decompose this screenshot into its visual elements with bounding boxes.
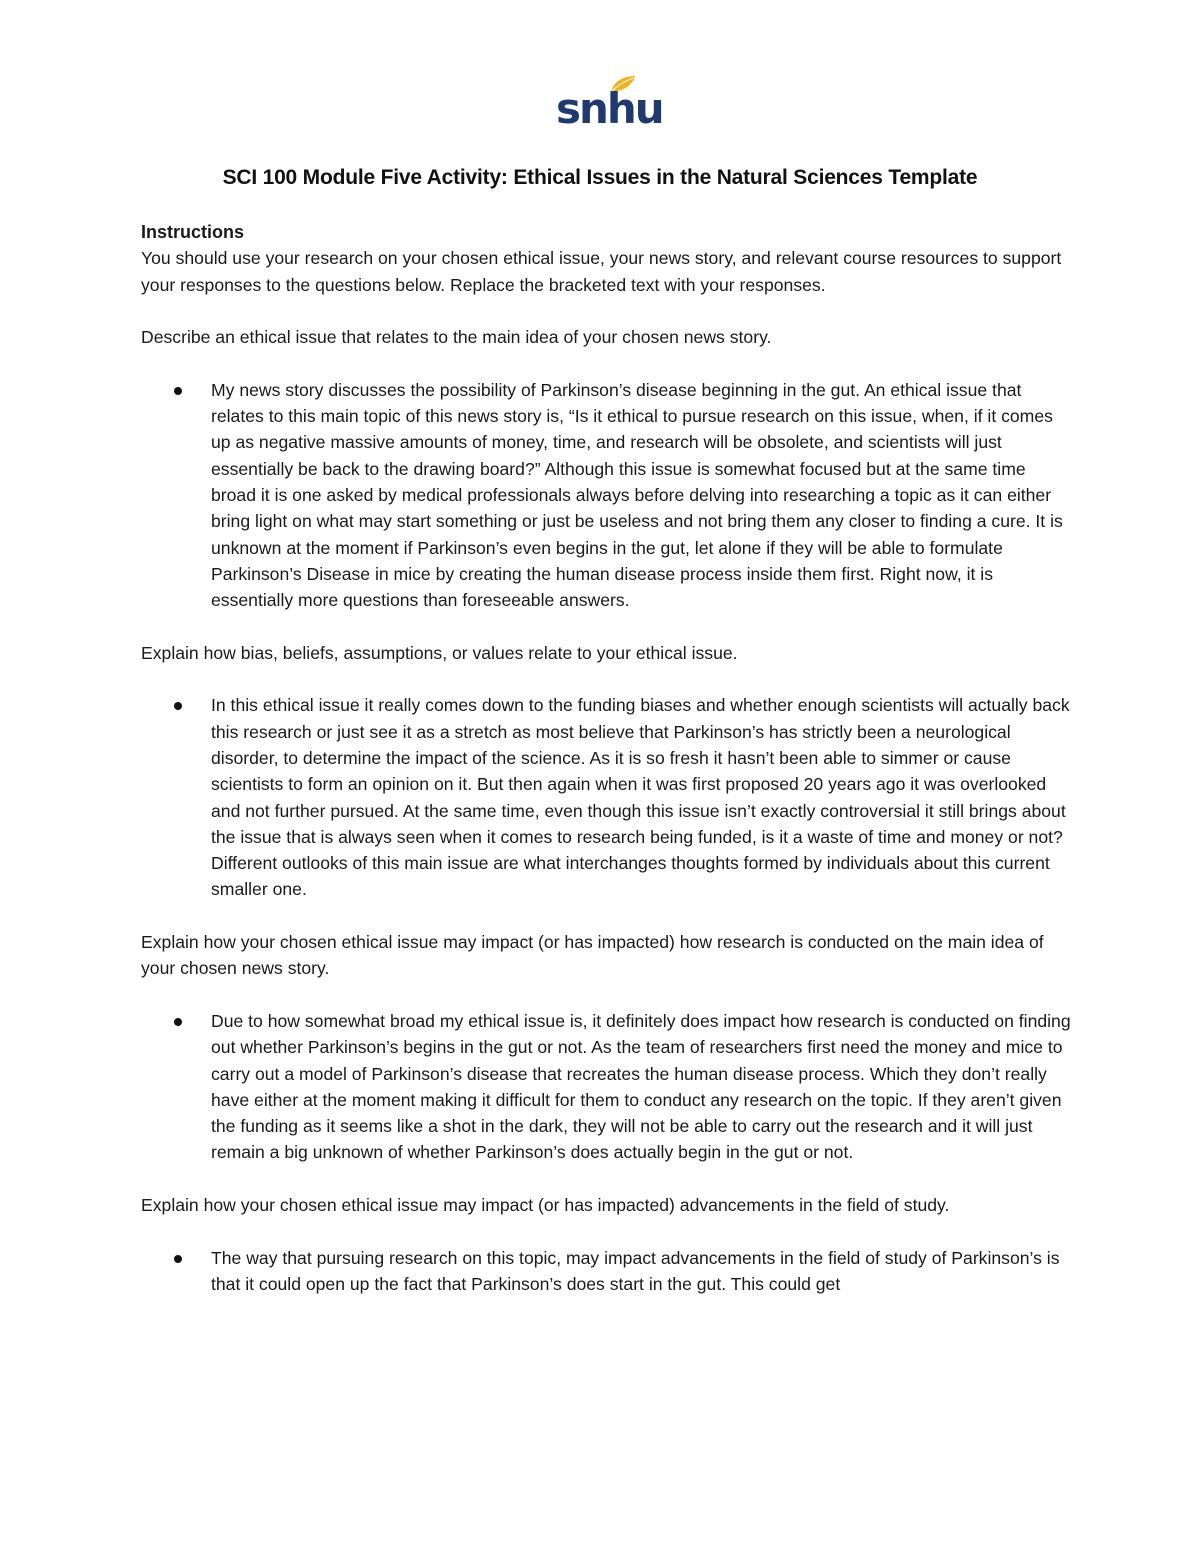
page-title: SCI 100 Module Five Activity: Ethical Issues in the Natural Sciences Template — [222, 166, 978, 189]
answer-text: My news story discusses the possibility of Parkinson’s disease beginning in the gut. An ethical issue that relates to this main topic of this news story is, “Is it ethical to pursue research on this issue, when, if it comes up as negative massive amounts of money, time, and research will be obsolete, and scientists will just essentially be back to the drawing board?” Although this issue is somewhat focused but at the same time broad it is one asked by medical professionals always before delving into researching a topic as it can either bring light on what may start something or just be useless and not bring them any closer to finding a cure. It is unknown at the moment if Parkinson’s even begins in the gut, let alone if they will be able to formulate Parkinson’s Disease in mice by creating the human disease process inside them first. Right now, it is essentially more questions than foreseeable answers. — [211, 379, 1063, 611]
answer-3[interactable] — [141, 1008, 1071, 1166]
bullet-icon — [174, 387, 182, 395]
instructions-heading: Instructions — [141, 222, 245, 242]
answer-1[interactable] — [141, 377, 1071, 614]
answer-text: Due to how somewhat broad my ethical issue is, it definitely does impact how research is conducted on finding out whether Parkinson’s begins in the gut or not. As the team of researchers first need the money and mice to carry out a model of Parkinson’s disease that recreates the human disease process. Which they don’t really have either at the moment making it difficult for them to conduct any research on the topic. If they aren’t given the funding as it seems like a shot in the dark, they will not be able to carry out the research and it will just remain a big unknown of whether Parkinson’s does actually begin in the gut or not. — [211, 1010, 1071, 1163]
answer-text: In this ethical issue it really comes down to the funding biases and whether enough scientists will actually back this research or just see it as a stretch as most believe that Parkinson’s has strictly been a neurological disorder, to determine the impact of the science. As it is so fresh it hasn’t been able to simmer or cause scientists to form an opinion on it. But then again when it was first proposed 20 years ago it was overlooked and not further pursued. At the same time, even though this issue isn’t exactly controversial it still brings about the issue that is always seen when it comes to research being funded, is it a waste of time and money or not? Different outlooks of this main issue are what interchanges thoughts formed by individuals about this current smaller one. — [211, 695, 1070, 900]
bullet-icon — [174, 1255, 182, 1263]
question-4: Explain how your chosen ethical issue may impact (or has impacted) advancements in the field of study. — [141, 1194, 950, 1215]
question-2: Explain how bias, beliefs, assumptions, or values relate to your ethical issue. — [141, 642, 738, 663]
question-1: Describe an ethical issue that relates to the main idea of your chosen news story. — [141, 327, 772, 348]
logo-wordmark: snhu — [556, 84, 663, 133]
document-body — [141, 219, 1071, 1297]
bullet-icon — [174, 702, 182, 710]
bullet-icon — [174, 1018, 182, 1026]
instructions-text: You should use your research on your chosen ethical issue, your news story, and relevant course resources to support your responses to the questions below. Replace the bracketed text with your responses. — [141, 248, 1062, 295]
question-3: Explain how your chosen ethical issue may impact (or has impacted) how research is conducted on the main idea of your chosen news story. — [141, 932, 1044, 979]
answer-text: The way that pursuing research on this topic, may impact advancements in the field of study of Parkinson’s is that it could open up the fact that Parkinson’s does start in the gut. This could get — [211, 1247, 1060, 1294]
answer-2[interactable] — [141, 692, 1071, 902]
answer-4[interactable] — [141, 1245, 1071, 1298]
